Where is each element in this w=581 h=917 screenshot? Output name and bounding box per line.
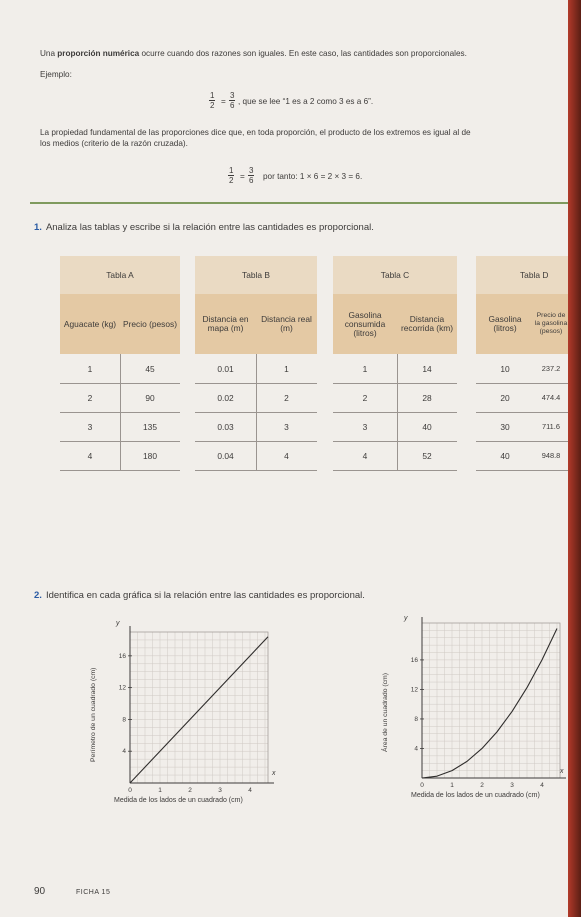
x-axis-label: Medida de los lados de un cuadrado (cm) — [114, 797, 243, 804]
y-tick-label: 12 — [118, 684, 126, 692]
x-tick-label: 4 — [248, 787, 252, 794]
column-divider — [397, 354, 398, 470]
table-row — [476, 412, 568, 442]
fraction-3-6-b: $\frac{3}{6}$ — [249, 166, 254, 185]
plot-frame — [422, 623, 560, 778]
table-cell: 2 — [362, 392, 368, 403]
x-tick-label: 0 — [420, 782, 424, 789]
table-b — [195, 256, 317, 486]
example-label: Ejemplo: — [40, 70, 72, 79]
cross-product-text: por tanto: 1 × 6 = 2 × 3 = 6. — [263, 172, 363, 181]
y-axis-name: y — [404, 615, 408, 622]
table-cell: 30 — [500, 421, 510, 432]
x-tick-label: 1 — [158, 787, 162, 794]
table-header — [476, 294, 568, 354]
table-cell: 237.2 — [541, 364, 561, 373]
y-tick-label: 16 — [118, 652, 126, 660]
table-cell: 948.8 — [541, 451, 561, 460]
y-tick-label: 4 — [122, 748, 126, 756]
table-title: Tabla C — [380, 270, 410, 280]
perimeter-chart-svg — [110, 620, 280, 800]
header-cell: Gasolina (litros) — [488, 314, 522, 333]
section-divider — [30, 202, 568, 204]
table-cell: 3 — [284, 421, 289, 432]
area-chart-svg — [400, 615, 570, 805]
x-tick-label: 3 — [510, 782, 514, 789]
table-cell: 2 — [87, 392, 93, 403]
page-number: 90 — [34, 886, 46, 897]
y-tick-label: 8 — [414, 715, 418, 723]
x-tick-label: 0 — [128, 787, 132, 794]
sheet-label: FICHA 15 — [76, 889, 111, 896]
table-title: Tabla A — [106, 270, 134, 280]
table-title: Tabla B — [242, 270, 270, 280]
table-cell: 180 — [143, 450, 157, 461]
table-row — [333, 412, 457, 442]
table-header — [333, 294, 457, 354]
table-header — [195, 294, 317, 354]
table-cell: 20 — [500, 392, 510, 403]
y-axis-label: Perímetro de un cuadrado (cm) — [90, 667, 97, 762]
y-axis-name: y — [116, 620, 120, 627]
table-cell: 52 — [422, 450, 432, 461]
table-cell: 0.04 — [217, 450, 234, 461]
equals-sign-b: = — [240, 172, 245, 181]
table-row — [476, 441, 568, 471]
table-cell: 40 — [500, 450, 510, 461]
x-tick-label: 2 — [480, 782, 484, 789]
property-line-1: La propiedad fundamental de las proporciones dice que, en toda proporción, el producto de los extremos es igual al de — [40, 128, 471, 137]
table-c — [333, 256, 457, 486]
definition-text: Una proporción numérica ocurre cuando dos razones son iguales. En este caso, las cantidades son proporcionales. — [40, 49, 467, 58]
table-cell: 0.02 — [217, 392, 234, 403]
y-tick-label: 4 — [414, 745, 418, 753]
table-header — [60, 294, 180, 354]
table-cell: 3 — [87, 421, 93, 432]
x-tick-label: 4 — [540, 782, 544, 789]
table-row — [333, 383, 457, 413]
table-title: Tabla D — [520, 270, 549, 280]
table-cell: 1 — [284, 363, 289, 374]
fraction-3-6: $\frac{3}{6}$ — [230, 91, 235, 110]
header-cell: Gasolina consumida (litros) — [344, 309, 386, 338]
table-row — [476, 354, 568, 384]
header-cell: Distancia en mapa (m) — [202, 314, 249, 333]
series-line — [130, 637, 268, 783]
table-row — [333, 441, 457, 471]
y-tick-label: 12 — [410, 686, 418, 694]
x-axis-label: Medida de los lados de un cuadrado (cm) — [411, 792, 540, 799]
table-cell: 3 — [362, 421, 368, 432]
x-tick-label: 2 — [188, 787, 192, 794]
header-cell: Aguacate (kg) — [63, 318, 117, 329]
table-cell: 4 — [87, 450, 93, 461]
table-cell: 90 — [145, 392, 155, 403]
fraction-1-2-b: $\frac{1}{2}$ — [229, 166, 234, 185]
table-cell: 10 — [500, 363, 510, 374]
y-tick-label: 8 — [122, 716, 126, 724]
table-cell: 40 — [422, 421, 432, 432]
y-axis-label: Área de un cuadrado (cm) — [382, 673, 389, 752]
table-d — [476, 256, 568, 486]
header-cell: Distancia recorrida (km) — [400, 314, 454, 333]
table-row — [476, 383, 568, 413]
table-cell: 4 — [284, 450, 289, 461]
table-cell: 28 — [422, 392, 432, 403]
column-divider — [120, 354, 121, 470]
table-cell: 45 — [145, 363, 155, 374]
example-reading: , que se lee “1 es a 2 como 3 es a 6”. — [238, 97, 374, 106]
equals-sign: = — [221, 97, 226, 106]
header-cell: Distancia real (m) — [261, 314, 312, 333]
header-cell: Precio de la gasolina (pesos) — [534, 312, 568, 335]
table-cell: 0.03 — [217, 421, 234, 432]
table-a — [60, 256, 180, 486]
table-cell: 135 — [143, 421, 157, 432]
header-cell: Precio (pesos) — [123, 318, 177, 329]
x-tick-label: 1 — [450, 782, 454, 789]
column-divider — [256, 354, 257, 470]
x-axis-name: x — [272, 770, 276, 777]
question-2: 2. Identifica en cada gráfica si la relación entre las cantidades es proporcional. — [34, 590, 365, 601]
table-cell: 2 — [284, 392, 289, 403]
property-line-2: los medios (criterio de la razón cruzada). — [40, 139, 188, 148]
question-1: 1. Analiza las tablas y escribe si la relación entre las cantidades es proporcional. — [34, 222, 374, 233]
table-cell: 1 — [87, 363, 93, 374]
table-cell: 474.4 — [541, 393, 561, 402]
table-cell: 1 — [362, 363, 368, 374]
y-tick-label: 16 — [410, 656, 418, 664]
table-cell: 0.01 — [217, 363, 234, 374]
x-axis-name: x — [560, 768, 564, 775]
table-cell: 711.6 — [542, 422, 560, 431]
table-cell: 14 — [422, 363, 432, 374]
table-cell: 4 — [362, 450, 368, 461]
fraction-1-2: $\frac{1}{2}$ — [210, 91, 215, 110]
x-tick-label: 3 — [218, 787, 222, 794]
table-row — [333, 354, 457, 384]
